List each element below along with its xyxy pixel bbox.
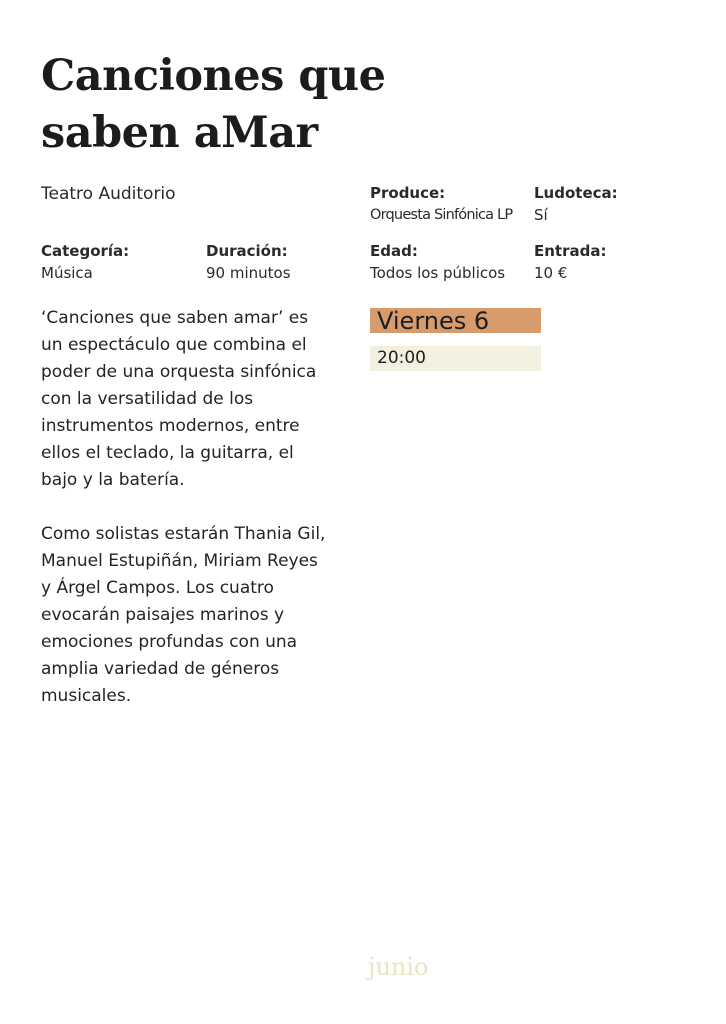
- performance-time-badge: 20:00: [370, 346, 541, 371]
- produce-value: Orquesta Sinfónica LP: [370, 207, 513, 223]
- produce-label: Produce:: [370, 184, 446, 202]
- event-description: [41, 305, 331, 737]
- description-paragraph-2: Como solistas estarán Thania Gil, Manuel Estupiñán, Miriam Reyes y Árgel Campos. Los cuatro evocarán paisajes marinos y emociones profundas con una amplia variedad de géneros musicales.: [41, 524, 326, 706]
- edad-field: [370, 241, 505, 283]
- performance-day-badge: Viernes 6: [370, 308, 541, 333]
- duracion-field: [206, 241, 291, 283]
- ludoteca-value: Sí: [534, 206, 548, 224]
- entrada-label: Entrada:: [534, 242, 607, 260]
- event-venue: Teatro Auditorio: [41, 184, 176, 204]
- duracion-label: Duración:: [206, 242, 288, 260]
- categoria-value: Música: [41, 264, 93, 282]
- entrada-field: [534, 241, 606, 283]
- produce-field: [370, 183, 512, 225]
- edad-value: Todos los públicos: [370, 264, 506, 282]
- month-label: junio: [368, 953, 429, 981]
- edad-label: Edad:: [370, 242, 418, 260]
- ludoteca-label: Ludoteca:: [534, 184, 618, 202]
- description-paragraph-1: ‘Canciones que saben amar’ es un espectáculo que combina el poder de una orquesta sinfónica con la versatilidad de los instrumentos modernos, entre ellos el teclado, la guitarra, el bajo y la batería.: [41, 308, 317, 490]
- event-title: Canciones que saben aMar: [41, 51, 386, 158]
- categoria-label: Categoría:: [41, 242, 130, 260]
- entrada-value: 10 €: [534, 264, 568, 282]
- duracion-value: 90 minutos: [206, 264, 291, 282]
- categoria-field: [41, 241, 129, 283]
- ludoteca-field: [534, 183, 618, 225]
